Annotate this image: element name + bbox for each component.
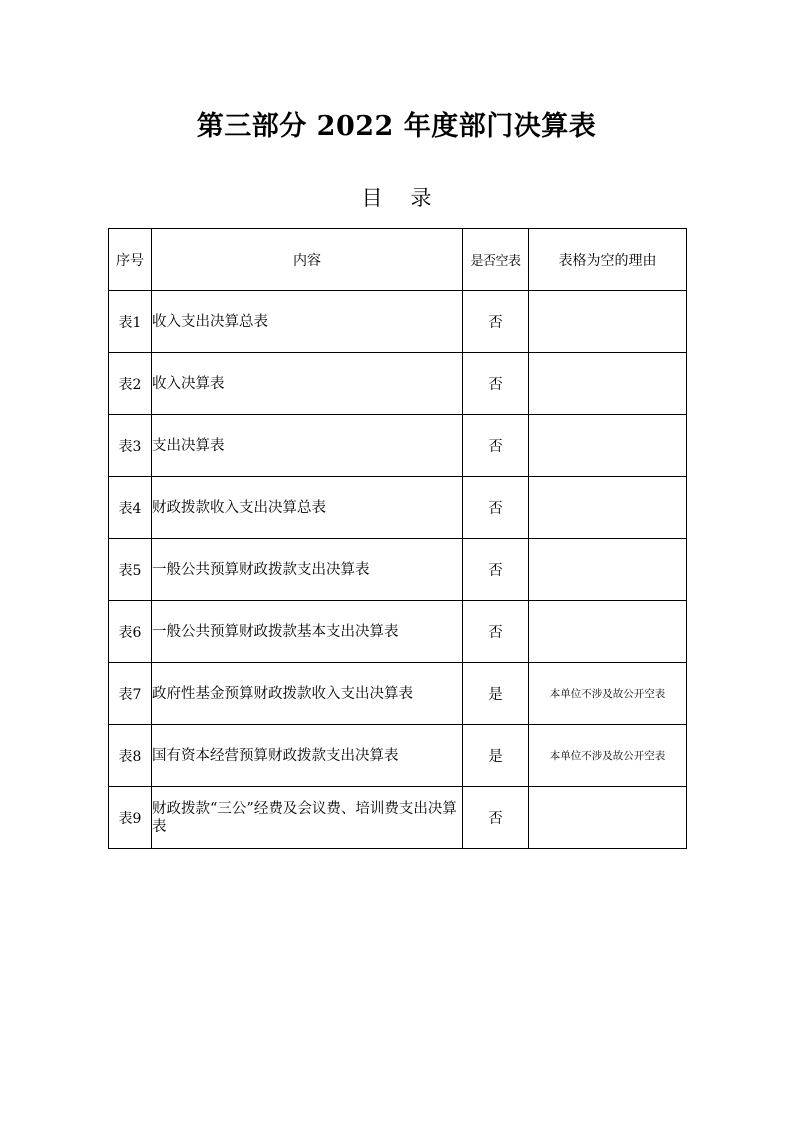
header-empty: 是否空表: [463, 229, 529, 291]
table-row: [109, 539, 687, 601]
row-content: 一般公共预算财政拨款支出决算表: [152, 539, 463, 601]
header-num: 序号: [109, 229, 152, 291]
row-reason: [529, 415, 687, 477]
row-empty: 否: [463, 601, 529, 663]
row-empty: 否: [463, 477, 529, 539]
row-reason: [529, 291, 687, 353]
row-content: 财政拨款收入支出决算总表: [152, 477, 463, 539]
row-num: 表8: [109, 725, 152, 787]
table-row: [109, 353, 687, 415]
row-reason: 本单位不涉及故公开空表: [529, 725, 687, 787]
table-row: [109, 601, 687, 663]
table-row: [109, 291, 687, 353]
row-content: 收入支出决算总表: [152, 291, 463, 353]
row-empty: 是: [463, 663, 529, 725]
header-content: 内容: [152, 229, 463, 291]
row-content: 收入决算表: [152, 353, 463, 415]
row-empty: 否: [463, 415, 529, 477]
row-content: 国有资本经营预算财政拨款支出决算表: [152, 725, 463, 787]
toc-heading: 目录: [361, 186, 460, 210]
toc-table: [108, 228, 687, 849]
row-num: 表3: [109, 415, 152, 477]
page-title: 第三部分 2022 年度部门决算表: [196, 111, 597, 142]
row-reason: [529, 787, 687, 849]
row-reason: [529, 601, 687, 663]
row-empty: 是: [463, 725, 529, 787]
row-empty: 否: [463, 787, 529, 849]
table-row: [109, 725, 687, 787]
row-content: 一般公共预算财政拨款基本支出决算表: [152, 601, 463, 663]
row-num: 表7: [109, 663, 152, 725]
table-row: [109, 415, 687, 477]
row-num: 表2: [109, 353, 152, 415]
row-reason: [529, 353, 687, 415]
row-num: 表5: [109, 539, 152, 601]
row-content: 财政拨款“三公”经费及会议费、培训费支出决算表: [152, 787, 463, 849]
row-empty: 否: [463, 539, 529, 601]
row-empty: 否: [463, 353, 529, 415]
table-header-row: [109, 229, 687, 291]
row-num: 表9: [109, 787, 152, 849]
row-num: 表4: [109, 477, 152, 539]
row-empty: 否: [463, 291, 529, 353]
row-reason: [529, 477, 687, 539]
table-row: [109, 663, 687, 725]
table-row: [109, 477, 687, 539]
row-content: 政府性基金预算财政拨款收入支出决算表: [152, 663, 463, 725]
row-reason: 本单位不涉及故公开空表: [529, 663, 687, 725]
row-reason: [529, 539, 687, 601]
header-reason: 表格为空的理由: [529, 229, 687, 291]
row-content: 支出决算表: [152, 415, 463, 477]
row-num: 表6: [109, 601, 152, 663]
row-num: 表1: [109, 291, 152, 353]
table-row: [109, 787, 687, 849]
